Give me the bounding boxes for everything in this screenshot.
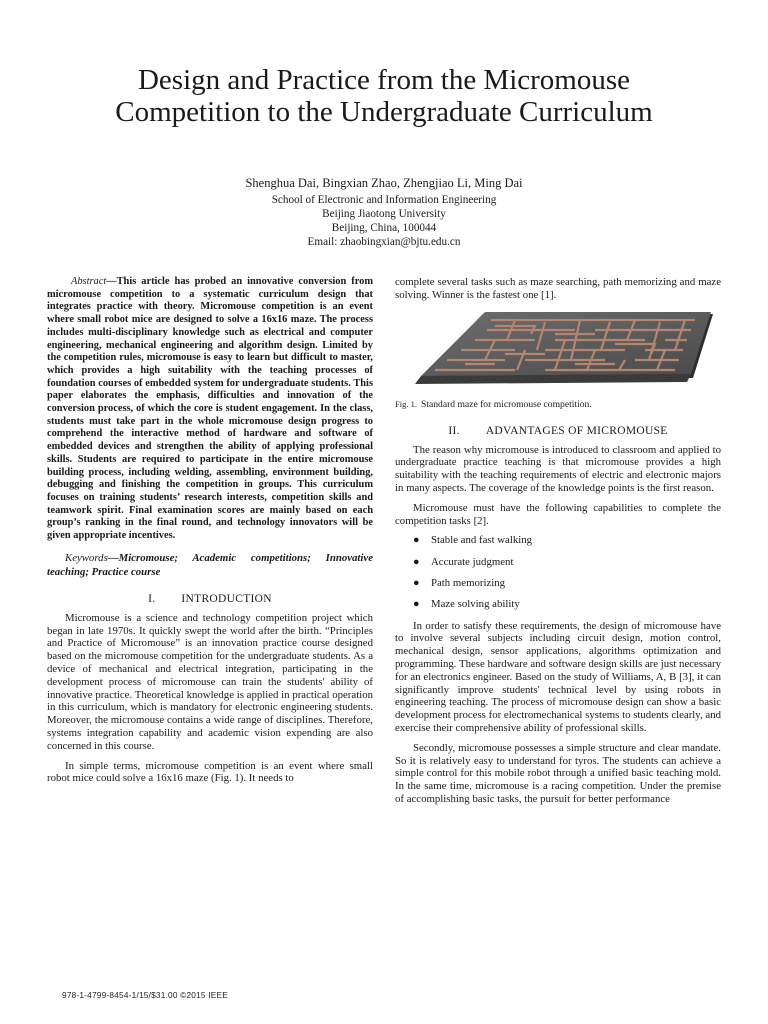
figure-label: Fig. 1.: [395, 398, 417, 409]
affiliation-school: School of Electronic and Information Engineering: [271, 194, 497, 206]
affiliation-email: Email: zhaobingxian@bjtu.edu.cn: [307, 236, 461, 248]
section-2-heading: [395, 424, 721, 438]
section-1-heading: [47, 592, 373, 606]
section-2-paragraph-3: In order to satisfy these requirements, the design of micromouse have to involve several subjects including circuit design, motion control, mechanical design, sensor applications, algorithms optimization and programming. These hardware and software design skills are just necessary for an electronics engineer. Based on the study of Williams, A, B [3], it can significantly improve students' technical level by using robots in engineering teaching. The process of micromouse design can show a basic development process for electromechanical systems to students clearly, and exercise their comprehensive ability of professional skills.: [395, 619, 722, 734]
keywords-text: Micromouse; Academic competitions; Innovative teaching; Practice course: [47, 551, 373, 578]
section-2-number: II.: [448, 424, 460, 437]
abstract: [47, 276, 373, 543]
paper-title: [40, 64, 728, 128]
affiliation-university: Beijing Jiaotong University: [322, 208, 446, 220]
list-item-text: Maze solving ability: [431, 598, 520, 611]
list-item-text: Path memorizing: [431, 576, 506, 589]
maze-board: [421, 312, 711, 376]
title-line-2: Competition to the Undergraduate Curriculum: [115, 96, 653, 128]
section-2-title: ADVANTAGES OF MICROMOUSE: [485, 424, 668, 437]
right-column-intro: complete several tasks such as maze searching, path memorizing and maze solving. Winner is the fastest one [1].: [395, 276, 721, 301]
section-1-paragraph-2: In simple terms, micromouse competition is an event where small robot mice could solve a 16x16 maze (Fig. 1). It needs to: [47, 759, 373, 785]
affiliation-city: Beijing, China, 100044: [331, 222, 437, 234]
list-item: [413, 598, 721, 611]
section-1-number: I.: [148, 592, 156, 605]
bullet-icon: ●: [413, 534, 420, 547]
section-1-title: INTRODUCTION: [181, 592, 272, 605]
author-list: Shenghua Dai, Bingxian Zhao, Zhengjiao Li, Ming Dai: [245, 176, 523, 190]
figure-caption: [395, 398, 721, 411]
maze-figure: [395, 310, 721, 392]
section-2-paragraph-1: The reason why micromouse is introduced to classroom and applied to undergraduate practice teaching is that micromouse provides a high suitability with the teaching requirements of electric and electronic majors in many aspects. The coverage of the knowledge points is the first reason.: [395, 443, 721, 494]
bullet-icon: ●: [413, 555, 420, 568]
section-2-paragraph-2: Micromouse must have the following capabilities to complete the competition tasks [2].: [395, 501, 721, 527]
section-1-paragraph-1: Micromouse is a science and technology competition project which began in late 1970s. It quickly swept the world after the birth. “Principles and Practice of Micromouse” is an innovation practice course designed based on the micromouse competition for the undergraduate students. As a device of mechanical and electrical integration, participating in the development process of micromouse can train the students' ability of innovative practice. Theoretical knowledge is applied in practical operation in this curriculum, which is mandatory for electronic engineering students. Moreover, the micromouse contains a wide range of disciplines. Therefore, systems integration capability and academic vision expending are also concerned in this course.: [47, 611, 373, 752]
bullet-icon: ●: [413, 598, 420, 611]
list-item: [413, 556, 721, 569]
keywords-lead: Keywords: [65, 551, 108, 564]
abstract-dash: —: [106, 276, 117, 287]
section-2-paragraph-4: Secondly, micromouse possesses a simple structure and clear mandate. So it is relatively easy to understand for tyros. The students can achieve a simple control for this mobile robot through a unified basic teaching mold. In the same time, micromouse is a racing competition. Under the premise of accomplishing basic tasks, the pursuit for better performance: [395, 741, 721, 805]
list-item-text: Accurate judgment: [431, 555, 514, 568]
abstract-text: This article has probed an innovative conversion from micromouse competition to a systematic curriculum design that integrates practice with theory. Micromouse competition is an event where small robot mice are designed to solve a 16x16 maze. The process includes multi-disciplinary knowledge such as electrical and computer engineering, mechanical engineering and algorithm design. Limited by the competition rules, micromouse is easy to learn but difficult to master, which provides a high suitability with the teaching processes of foundation courses of embedded system for undergraduate students. This paper elaborates the emphasis, difficulties and innovation of the conversion process, of which the core is student engagement. In the class, students must take part in the whole micromouse design progress to comprehend the interactive method of hardware and software of embedded devices and strengthen the ability of applying professional skills. Students are required to participate in the entire micromouse building process, including welding, assembling, environment building, debugging and finishing the competition in groups. This curriculum focuses on training students’ research interests, competition skills and teamwork spirit. Final examination scores are mainly based on each group’s ranking in the final round, and technology innovators will be given appropriate incentives.: [47, 276, 373, 542]
bullet-icon: ●: [413, 576, 420, 589]
affiliation-block: [40, 193, 728, 249]
maze-image: [395, 310, 721, 392]
right-column: [395, 276, 721, 813]
abstract-lead: Abstract: [71, 276, 107, 287]
list-item-text: Stable and fast walking: [431, 534, 533, 547]
left-column: [47, 276, 373, 792]
list-item: [413, 577, 721, 590]
capabilities-list: [413, 534, 721, 611]
keywords: [47, 551, 373, 579]
copyright-footer: 978-1-4799-8454-1/15/$31.00 ©2015 IEEE: [62, 990, 228, 1000]
list-item: [413, 534, 721, 547]
title-line-1: Design and Practice from the Micromouse: [137, 64, 631, 96]
figure-caption-text: Standard maze for micromouse competition.: [420, 398, 592, 410]
keywords-dash: —: [107, 551, 119, 564]
